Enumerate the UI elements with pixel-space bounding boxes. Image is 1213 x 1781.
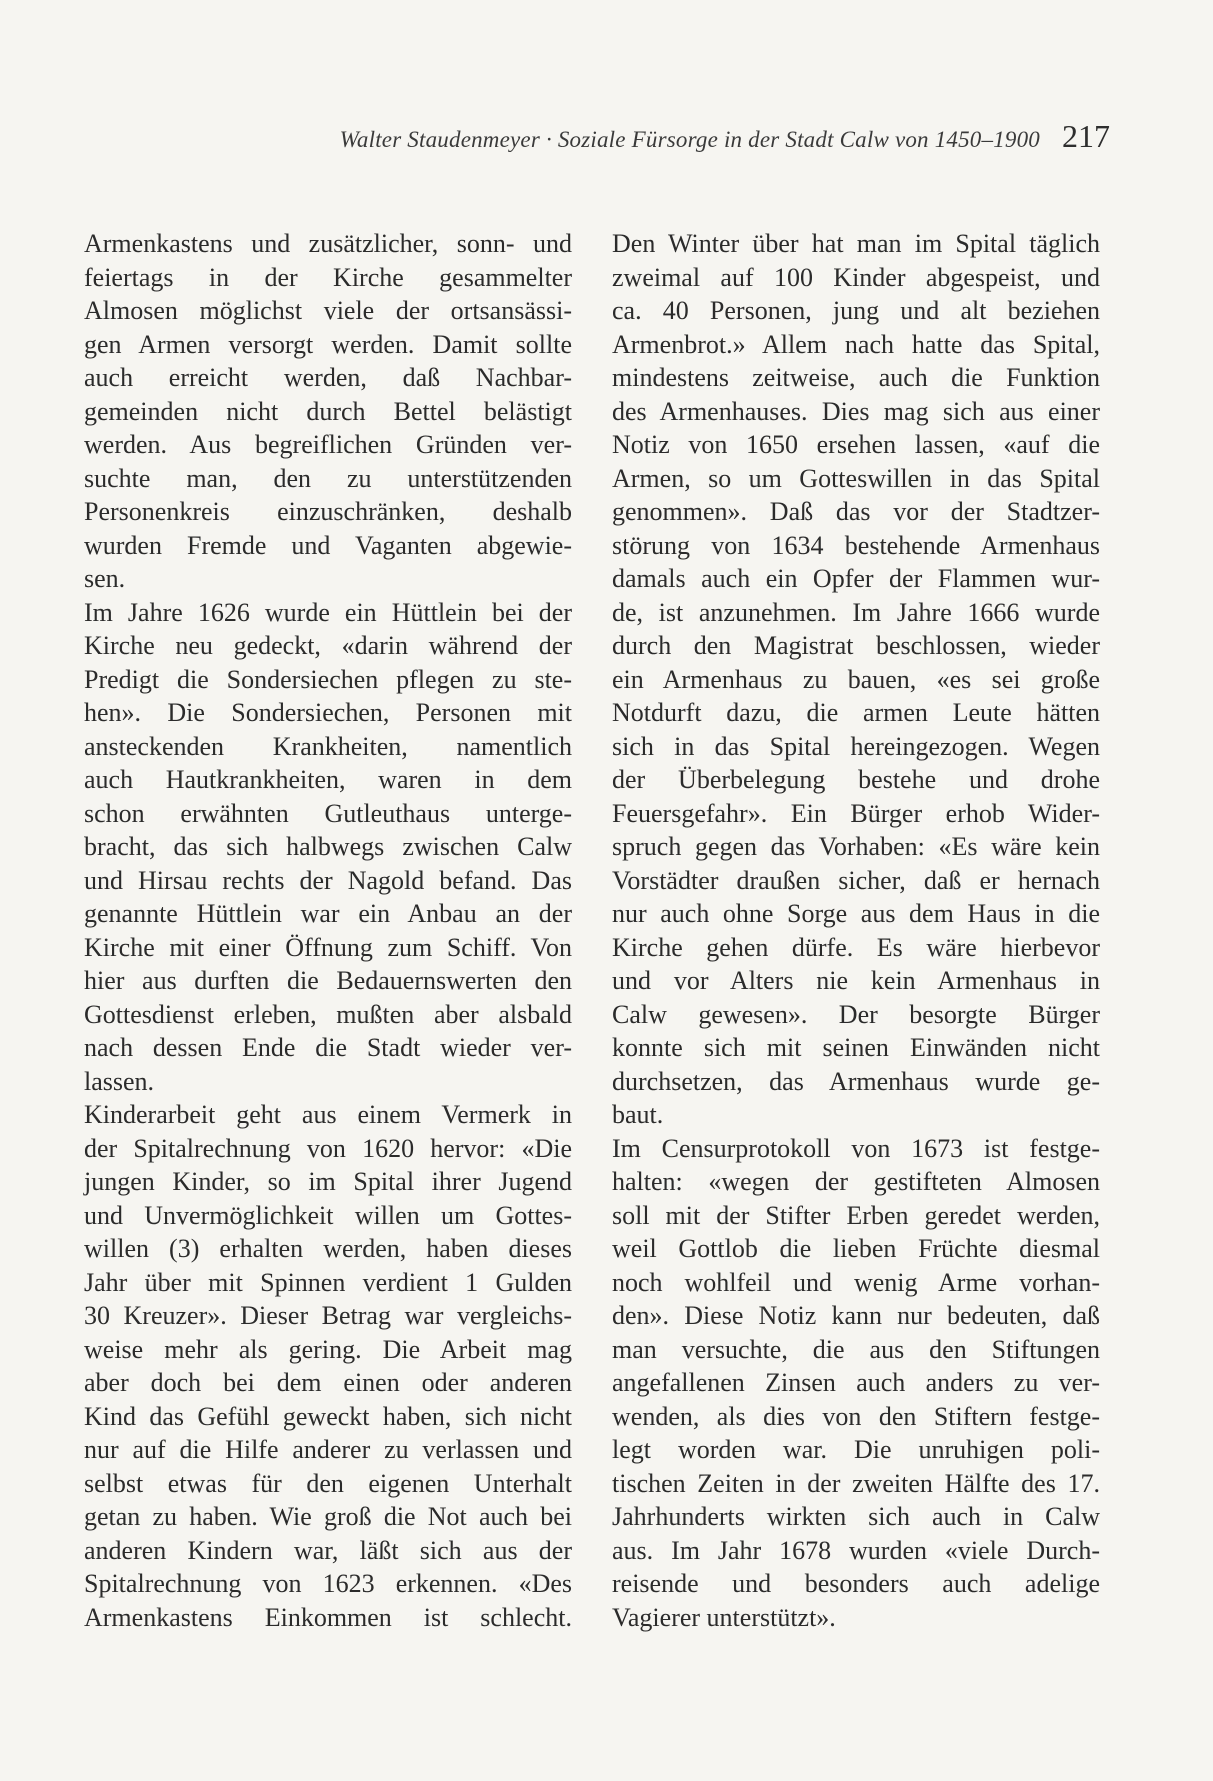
text-line: nur auf die Hilfe anderer zu verlassen und [84, 1435, 572, 1464]
text-line: der Spitalrechnung von 1620 hervor: «Die [84, 1133, 572, 1163]
text-line: man versuchte, die aus den Stiftungen [612, 1334, 1100, 1364]
text-line: bracht, das sich halbwegs zwischen Calw [84, 832, 572, 861]
text-line: Im Jahre 1626 wurde ein Hüttlein bei der [84, 597, 572, 627]
text-line: mindestens zeitweise, auch die Funktion [612, 363, 1100, 392]
text-line: gen Armen versorgt werden. Damit sollte [84, 329, 572, 359]
text-line: konnte sich mit seinen Einwänden nicht [612, 1033, 1100, 1062]
text-line: wenden, als dies von den Stiftern festge- [612, 1401, 1100, 1431]
text-line: auch erreicht werden, daß Nachbar- [84, 363, 572, 392]
text-line: Notiz von 1650 ersehen lassen, «auf die [612, 430, 1100, 459]
text-line: Feuersgefahr». Ein Bürger erhob Wider- [612, 798, 1100, 828]
text-line: lassen. [84, 1066, 155, 1096]
text-line: halten: «wegen der gestifteten Almosen [612, 1167, 1100, 1196]
text-line: durchsetzen, das Armenhaus wurde ge- [612, 1066, 1100, 1096]
text-line: hier aus durften die Bedauernswerten den [84, 966, 572, 995]
text-line: Armenkastens Einkommen ist schlecht. [84, 1602, 572, 1632]
text-line: sen. [84, 564, 126, 593]
text-line: baut. [612, 1100, 664, 1129]
text-line: damals auch ein Opfer der Flammen wur- [612, 564, 1100, 593]
text-line: de, ist anzunehmen. Im Jahre 1666 wurde [612, 597, 1100, 627]
text-line: sich in das Spital hereingezogen. Wegen [612, 731, 1100, 761]
text-line: hen». Die Sondersiechen, Personen mit [84, 698, 572, 727]
text-line: gemeinden nicht durch Bettel belästigt [84, 396, 572, 426]
text-line: ansteckenden Krankheiten, namentlich [84, 731, 572, 761]
text-line: aus. Im Jahr 1678 wurden «viele Durch- [612, 1535, 1100, 1565]
text-line: Jahr über mit Spinnen verdient 1 Gulden [84, 1267, 572, 1297]
text-line: Predigt die Sondersiechen pflegen zu ste- [84, 664, 572, 694]
text-line: getan zu haben. Wie groß die Not auch bei [84, 1502, 572, 1531]
text-line: durch den Magistrat beschlossen, wieder [612, 631, 1100, 660]
text-line: tischen Zeiten in der zweiten Hälfte des 17. [612, 1468, 1100, 1498]
text-line: suchte man, den zu unterstützenden [84, 463, 572, 493]
text-line: ca. 40 Personen, jung und alt beziehen [612, 296, 1100, 325]
text-line: noch wohlfeil und wenig Arme vorhan- [612, 1267, 1100, 1297]
text-line: Personenkreis einzuschränken, deshalb [84, 497, 572, 526]
text-line: Kind das Gefühl geweckt haben, sich nicht [84, 1401, 572, 1431]
text-line: weise mehr als gering. Die Arbeit mag [84, 1334, 572, 1364]
text-line: Kinderarbeit geht aus einem Vermerk in [84, 1100, 572, 1129]
page-header [200, 118, 1110, 158]
text-line: Notdurft dazu, die armen Leute hätten [612, 698, 1100, 727]
text-line: jungen Kinder, so im Spital ihrer Jugend [84, 1167, 572, 1196]
text-line: anderen Kindern war, läßt sich aus der [84, 1535, 572, 1565]
text-line: nur auch ohne Sorge aus dem Haus in die [612, 899, 1100, 928]
text-line: legt worden war. Die unruhigen poli- [612, 1435, 1100, 1464]
text-line: 30 Kreuzer». Dieser Betrag war vergleichs- [84, 1301, 572, 1330]
text-line: werden. Aus begreiflichen Gründen ver- [84, 430, 572, 459]
text-line: soll mit der Stifter Erben geredet werden, [612, 1200, 1100, 1230]
text-line: Vagierer unterstützt». [612, 1602, 836, 1632]
text-line: angefallenen Zinsen auch anders zu ver- [612, 1368, 1100, 1397]
right-text-column [612, 227, 1100, 1634]
text-line: Calw gewesen». Der besorgte Bürger [612, 999, 1100, 1029]
text-line: zweimal auf 100 Kinder abgespeist, und [612, 262, 1100, 292]
text-line: Almosen möglichst viele der ortsansässi- [84, 296, 572, 325]
text-line: selbst etwas für den eigenen Unterhalt [84, 1468, 572, 1498]
text-line: und Hirsau rechts der Nagold befand. Das [84, 865, 572, 895]
text-line: und vor Alters nie kein Armenhaus in [612, 966, 1100, 995]
text-line: feiertags in der Kirche gesammelter [84, 262, 572, 292]
left-text-column [84, 227, 572, 1634]
text-line: willen (3) erhalten werden, haben dieses [84, 1234, 572, 1263]
text-line: Vorstädter draußen sicher, daß er hernach [612, 865, 1100, 895]
text-line: Jahrhunderts wirkten sich auch in Calw [612, 1502, 1100, 1531]
text-line: Gottesdienst erleben, mußten aber alsbald [84, 999, 572, 1029]
text-line: aber doch bei dem einen oder anderen [84, 1368, 572, 1397]
text-line: genommen». Daß das vor der Stadtzer- [612, 497, 1100, 526]
text-line: Armen, so um Gotteswillen in das Spital [612, 463, 1100, 493]
text-line: des Armenhauses. Dies mag sich aus einer [612, 396, 1100, 426]
text-line: Den Winter über hat man im Spital täglich [612, 229, 1100, 258]
text-line: Kirche mit einer Öffnung zum Schiff. Von [84, 932, 572, 962]
text-line: auch Hautkrankheiten, waren in dem [84, 765, 572, 794]
page-number: 217 [1062, 118, 1110, 154]
text-line: spruch gegen das Vorhaben: «Es wäre kein [612, 832, 1100, 861]
text-line: Armenkastens und zusätzlicher, sonn- und [84, 229, 572, 258]
text-line: Kirche neu gedeckt, «darin während der [84, 631, 572, 660]
text-line: wurden Fremde und Vaganten abgewie- [84, 530, 572, 560]
text-line: Armenbrot.» Allem nach hatte das Spital, [612, 329, 1100, 359]
text-line: Kirche gehen dürfe. Es wäre hierbevor [612, 932, 1100, 962]
text-line: weil Gottlob die lieben Früchte diesmal [612, 1234, 1100, 1263]
text-line: Spitalrechnung von 1623 erkennen. «Des [84, 1569, 572, 1598]
text-line: nach dessen Ende die Stadt wieder ver- [84, 1033, 572, 1062]
text-line: störung von 1634 bestehende Armenhaus [612, 530, 1100, 560]
text-line: den». Diese Notiz kann nur bedeuten, daß [612, 1301, 1100, 1330]
running-head: Walter Staudenmeyer · Soziale Fürsorge in der Stadt Calw von 1450–1900 [339, 127, 1040, 152]
text-line: ein Armenhaus zu bauen, «es sei große [612, 664, 1100, 694]
text-line: schon erwähnten Gutleuthaus unterge- [84, 798, 572, 828]
text-line: reisende und besonders auch adelige [612, 1569, 1100, 1598]
text-line: genannte Hüttlein war ein Anbau an der [84, 899, 572, 928]
text-line: Im Censurprotokoll von 1673 ist festge- [612, 1133, 1100, 1163]
text-line: und Unvermöglichkeit willen um Gottes- [84, 1200, 572, 1230]
text-line: der Überbelegung bestehe und drohe [612, 765, 1100, 794]
